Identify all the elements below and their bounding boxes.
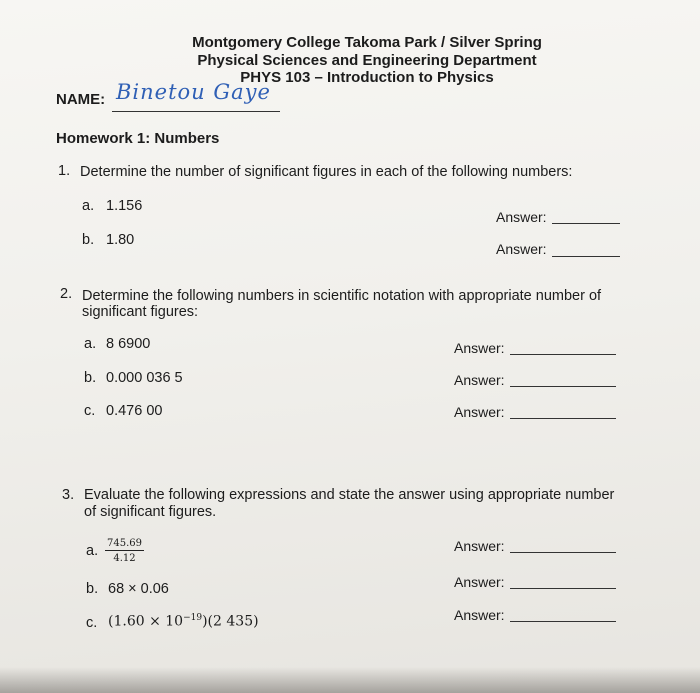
q1-item-a-label: a. xyxy=(82,198,95,214)
q3b-answer-blank[interactable] xyxy=(510,588,616,589)
q3-item-b-value: 68 × 0.06 xyxy=(108,581,169,597)
homework-title: Homework 1: Numbers xyxy=(56,130,220,147)
question-2-number: 2. xyxy=(60,286,73,302)
q3-item-c-expression xyxy=(108,613,259,630)
college-name: Montgomery College Takoma Park / Silver Spring xyxy=(192,34,542,51)
q1-item-b-value: 1.80 xyxy=(106,232,135,248)
q2b-answer-label: Answer: xyxy=(454,372,505,388)
q3a-answer-label: Answer: xyxy=(454,538,505,554)
q1b-answer-blank[interactable] xyxy=(552,256,620,257)
student-name-handwritten: Binetou Gaye xyxy=(116,80,271,104)
q2-item-c-value: 0.476 00 xyxy=(106,403,163,419)
q3-item-c-label: c. xyxy=(86,615,98,631)
q2c-answer-label: Answer: xyxy=(454,404,505,420)
q3a-answer-blank[interactable] xyxy=(510,552,616,553)
q1a-answer-blank[interactable] xyxy=(552,223,620,224)
q3a-denominator: 4.12 xyxy=(113,553,136,564)
q3b-answer-label: Answer: xyxy=(454,574,505,590)
question-2-text-line1: Determine the following numbers in scientific notation with appropriate number of xyxy=(82,288,602,304)
question-1-number: 1. xyxy=(58,163,71,179)
q2-item-b-value: 0.000 036 5 xyxy=(106,370,183,386)
q2-item-a-value: 8 6900 xyxy=(106,336,151,352)
question-3-text-line1: Evaluate the following expressions and state the answer using appropriate number xyxy=(84,487,615,503)
q1b-answer-label: Answer: xyxy=(496,241,547,257)
q1-item-a-value: 1.156 xyxy=(106,198,143,214)
q1a-answer-label: Answer: xyxy=(496,209,547,225)
name-label: NAME: xyxy=(56,91,106,108)
q3-item-b-label: b. xyxy=(86,581,99,597)
q3c-base: (1.60 × 10 xyxy=(108,613,184,630)
page-bottom-shadow xyxy=(0,667,700,693)
question-3-text-line2: of significant figures. xyxy=(84,504,217,520)
q2c-answer-blank[interactable] xyxy=(510,418,616,419)
question-1-text: Determine the number of significant figures in each of the following numbers: xyxy=(80,164,573,180)
q3c-answer-blank[interactable] xyxy=(510,621,616,622)
q2-item-b-label: b. xyxy=(84,370,97,386)
q2b-answer-blank[interactable] xyxy=(510,386,616,387)
q3c-exponent: −19 xyxy=(183,613,203,623)
q2-item-a-label: a. xyxy=(84,336,97,352)
question-3-number: 3. xyxy=(62,487,75,503)
q3a-numerator: 745.69 xyxy=(107,538,142,549)
q3a-fraction xyxy=(105,538,144,564)
q2a-answer-blank[interactable] xyxy=(510,354,616,355)
q3c-answer-label: Answer: xyxy=(454,607,505,623)
q3c-tail: )(2 435) xyxy=(202,613,259,630)
q2-item-c-label: c. xyxy=(84,403,96,419)
q2a-answer-label: Answer: xyxy=(454,340,505,356)
question-2-text-line2: significant figures: xyxy=(82,304,199,320)
name-underline xyxy=(112,111,280,112)
q1-item-b-label: b. xyxy=(82,232,95,248)
course-title: PHYS 103 – Introduction to Physics xyxy=(240,69,494,86)
department-name: Physical Sciences and Engineering Department xyxy=(197,52,537,69)
q3-item-a-label: a. xyxy=(86,543,99,559)
